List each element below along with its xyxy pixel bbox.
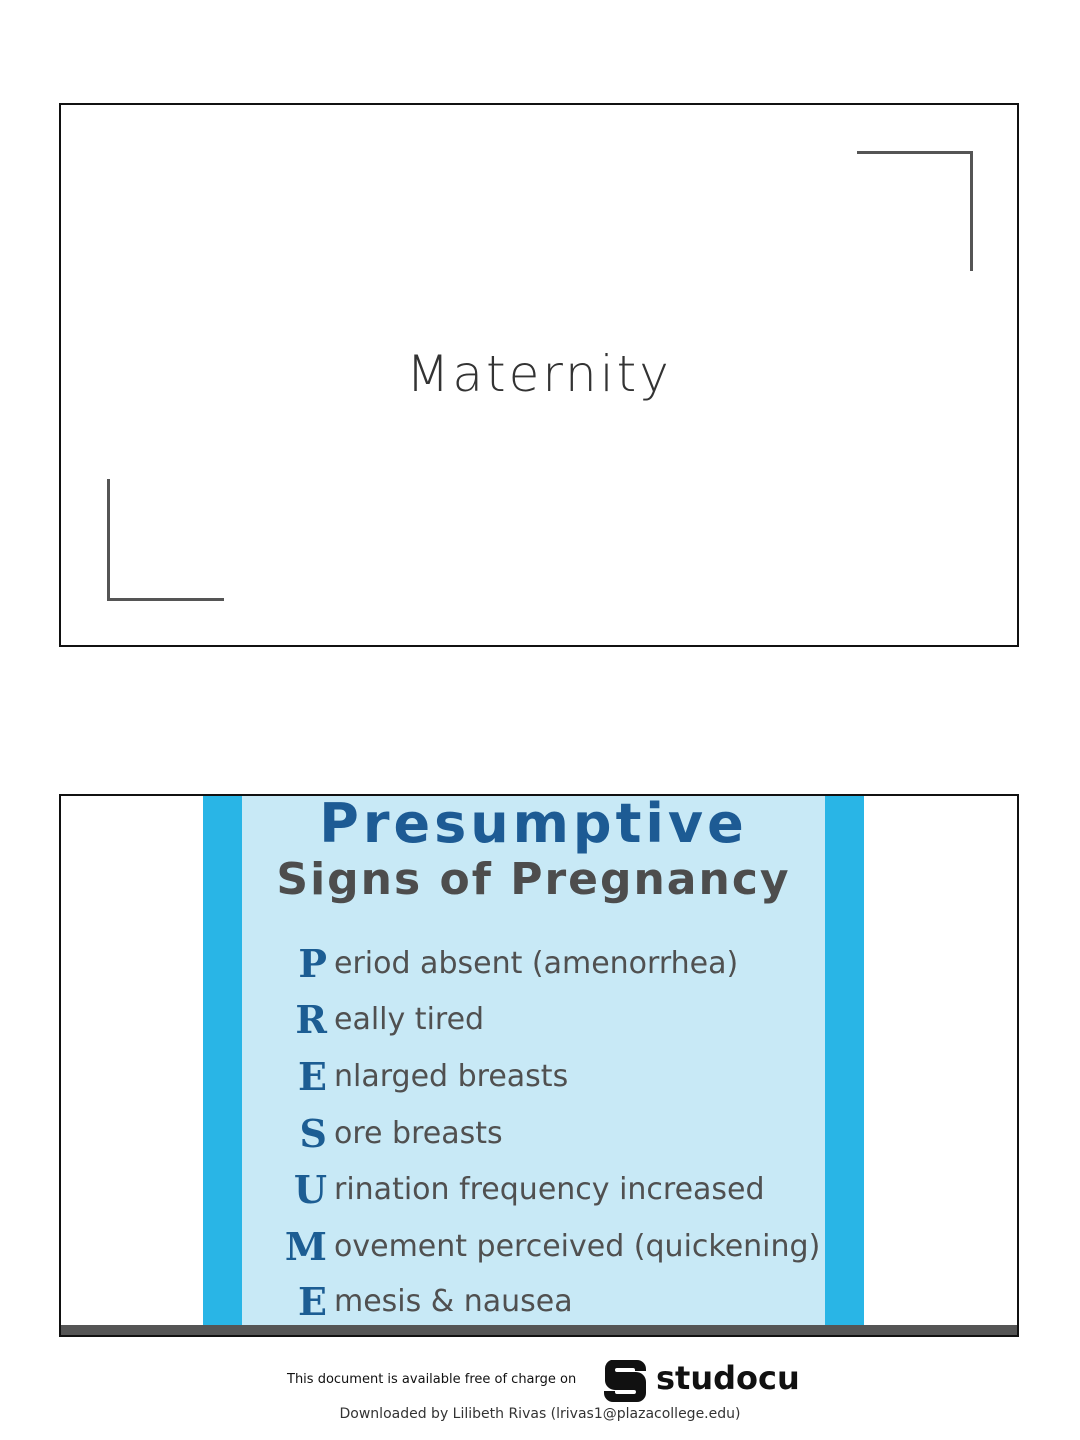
mnemonic-letter: S [299, 1111, 327, 1156]
slide-title: Maternity [406, 345, 672, 403]
mnemonic-text: eriod absent (amenorrhea) [334, 946, 739, 981]
mnemonic-letter: U [293, 1167, 327, 1212]
mnemonic-item [203, 1162, 864, 1218]
mnemonic-item [203, 1049, 864, 1105]
poster-subtitle: Signs of Pregnancy [276, 854, 791, 905]
mnemonic-letter: R [295, 997, 327, 1042]
mnemonic-item [203, 1274, 864, 1330]
mnemonic-text: mesis & nausea [334, 1284, 573, 1319]
mnemonic-text: nlarged breasts [334, 1059, 569, 1094]
mnemonic-letter: E [298, 1279, 327, 1324]
mnemonic-letter: E [298, 1054, 327, 1099]
decorative-corner-bottom-left [107, 479, 224, 601]
slide-bottom-bar [61, 1325, 1017, 1335]
mnemonic-item [203, 1219, 864, 1275]
decorative-corner-top-right [857, 151, 973, 271]
poster-title: Presumptive [319, 794, 748, 855]
studocu-logo[interactable] [603, 1357, 803, 1405]
mnemonic-item [203, 936, 864, 992]
slide-maternity [59, 103, 1019, 647]
mnemonic-text: rination frequency increased [334, 1172, 765, 1207]
mnemonic-letter: P [298, 941, 327, 986]
mnemonic-item [203, 1106, 864, 1162]
slide-presumptive-signs [59, 794, 1019, 1337]
mnemonic-text: ovement perceived (quickening) [334, 1229, 821, 1264]
availability-notice: This document is available free of charge on [287, 1372, 577, 1387]
presumptive-signs-poster [203, 796, 864, 1326]
mnemonic-text: eally tired [334, 1002, 485, 1037]
download-notice: Downloaded by Lilibeth Rivas (lrivas1@plazacollege.edu) [339, 1406, 741, 1422]
mnemonic-text: ore breasts [334, 1116, 503, 1151]
studocu-logo-text: studocu [656, 1359, 800, 1397]
mnemonic-item [203, 992, 864, 1048]
studocu-logo-icon [603, 1357, 649, 1405]
mnemonic-letter: M [284, 1224, 327, 1269]
